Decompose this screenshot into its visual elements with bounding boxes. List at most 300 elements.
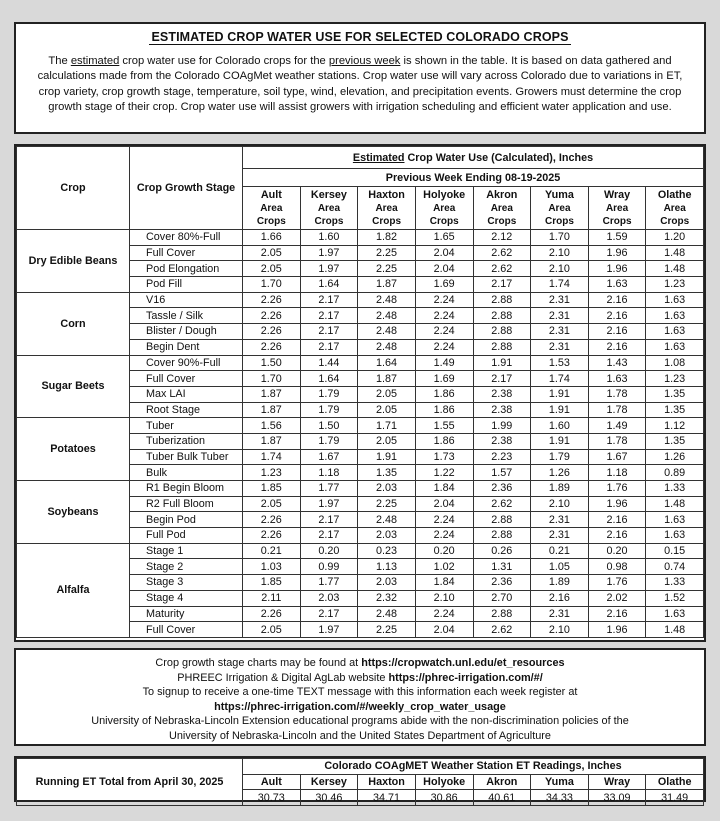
water-use-value: 1.56	[243, 418, 301, 434]
site-sublabel: Area	[490, 202, 513, 214]
site-sublabel: Crops	[487, 215, 517, 227]
water-use-value: 2.25	[358, 261, 416, 277]
water-use-value: 1.89	[531, 481, 589, 497]
water-use-value: 2.10	[531, 496, 589, 512]
water-use-value: 2.04	[415, 622, 473, 638]
water-use-value: 1.66	[243, 230, 301, 246]
water-use-value: 1.33	[646, 575, 704, 591]
growth-stage: Begin Dent	[130, 339, 243, 355]
et-site-name: Holyoke	[415, 774, 473, 790]
water-use-value: 2.38	[473, 433, 531, 449]
water-use-value: 2.88	[473, 308, 531, 324]
water-use-value: 1.79	[531, 449, 589, 465]
water-use-value: 2.10	[415, 590, 473, 606]
water-use-value: 1.59	[588, 230, 646, 246]
water-use-value: 1.79	[300, 433, 358, 449]
water-use-value: 1.79	[300, 402, 358, 418]
site-name: Akron	[486, 188, 518, 201]
water-use-value: 2.04	[415, 245, 473, 261]
site-header-yuma	[531, 187, 589, 230]
et-site-name: Haxton	[358, 774, 416, 790]
water-use-value: 2.17	[300, 292, 358, 308]
water-use-value: 1.97	[300, 622, 358, 638]
water-use-value: 1.91	[358, 449, 416, 465]
resources-text	[16, 650, 704, 743]
water-use-value: 1.23	[646, 277, 704, 293]
water-use-value: 2.10	[531, 245, 589, 261]
water-use-value: 1.55	[415, 418, 473, 434]
water-use-value: 1.85	[243, 575, 301, 591]
site-sublabel: Area	[663, 202, 686, 214]
water-use-value: 2.48	[358, 292, 416, 308]
site-name: Wray	[603, 188, 631, 201]
growth-stage: Tuber Bulk Tuber	[130, 449, 243, 465]
growth-stage: Stage 2	[130, 559, 243, 575]
water-use-value: 1.82	[358, 230, 416, 246]
water-use-value: 1.33	[646, 481, 704, 497]
water-use-value: 2.24	[415, 292, 473, 308]
water-use-value: 2.88	[473, 339, 531, 355]
water-use-value: 2.17	[473, 371, 531, 387]
water-use-value: 1.64	[300, 277, 358, 293]
et-site-name: Kersey	[300, 774, 358, 790]
water-use-value: 1.35	[646, 386, 704, 402]
water-use-value: 2.05	[358, 433, 416, 449]
water-use-value: 1.63	[588, 371, 646, 387]
crop-name: Dry Edible Beans	[17, 230, 130, 293]
water-use-value: 2.62	[473, 261, 531, 277]
water-use-value: 2.31	[531, 606, 589, 622]
cropwatch-link[interactable]: https://cropwatch.unl.edu/et_resources	[361, 657, 565, 669]
site-header-holyoke	[415, 187, 473, 230]
site-name: Haxton	[368, 188, 405, 201]
water-use-value: 0.21	[243, 543, 301, 559]
water-use-value: 1.26	[531, 465, 589, 481]
water-use-value: 2.88	[473, 324, 531, 340]
site-sublabel: Area	[548, 202, 571, 214]
et-total-value: 30.73	[243, 790, 301, 806]
water-use-value: 1.96	[588, 496, 646, 512]
crop-name: Sugar Beets	[17, 355, 130, 418]
table-row	[17, 230, 704, 246]
site-header-haxton	[358, 187, 416, 230]
water-use-value: 2.16	[588, 606, 646, 622]
et-totals-table	[16, 758, 704, 806]
water-use-value: 1.87	[358, 277, 416, 293]
water-use-value: 1.49	[588, 418, 646, 434]
water-use-value: 2.88	[473, 528, 531, 544]
water-use-value: 2.16	[588, 308, 646, 324]
et-site-name: Akron	[473, 774, 531, 790]
policy-text-1: University of Nebraska-Lincoln Extension educational programs abide with the non-discrimination policies of the	[91, 715, 629, 727]
growth-stage: Tuberization	[130, 433, 243, 449]
water-use-value: 1.60	[300, 230, 358, 246]
water-use-value: 2.48	[358, 308, 416, 324]
page-title: ESTIMATED CROP WATER USE FOR SELECTED COLORADO CROPS	[151, 30, 569, 44]
et-site-name: Wray	[588, 774, 646, 790]
water-use-value: 2.03	[358, 528, 416, 544]
et-total-value: 34.33	[531, 790, 589, 806]
crop-name: Soybeans	[17, 481, 130, 544]
signup-text: To signup to receive a one-time TEXT message with this information each week register at	[142, 686, 578, 698]
water-use-value: 1.73	[415, 449, 473, 465]
crop-name: Potatoes	[17, 418, 130, 481]
water-use-value: 1.63	[646, 339, 704, 355]
water-use-value: 0.98	[588, 559, 646, 575]
water-use-value: 2.31	[531, 528, 589, 544]
water-use-value: 1.44	[300, 355, 358, 371]
water-use-value: 1.60	[531, 418, 589, 434]
site-header-kersey	[300, 187, 358, 230]
water-use-value: 2.17	[300, 324, 358, 340]
phrec-link[interactable]: https://phrec-irrigation.com/#/	[388, 671, 543, 684]
water-use-value: 2.48	[358, 324, 416, 340]
water-use-value: 2.16	[588, 512, 646, 528]
water-use-value: 1.96	[588, 261, 646, 277]
water-use-value: 2.16	[588, 324, 646, 340]
site-sublabel: Crops	[314, 215, 344, 227]
water-use-value: 1.35	[646, 402, 704, 418]
water-use-value: 0.15	[646, 543, 704, 559]
water-use-value: 1.23	[243, 465, 301, 481]
water-use-value: 2.05	[358, 386, 416, 402]
growth-stage: Cover 90%-Full	[130, 355, 243, 371]
water-use-value: 1.08	[646, 355, 704, 371]
water-use-value: 1.97	[300, 261, 358, 277]
water-use-value: 2.25	[358, 245, 416, 261]
growth-stage: Bulk	[130, 465, 243, 481]
water-use-value: 1.20	[646, 230, 704, 246]
water-use-value: 2.04	[415, 261, 473, 277]
water-use-value: 1.63	[646, 528, 704, 544]
water-use-value: 1.18	[300, 465, 358, 481]
et-total-value: 40.61	[473, 790, 531, 806]
water-use-value: 1.97	[300, 496, 358, 512]
column-header-crop: Crop	[17, 147, 130, 230]
water-use-value: 0.99	[300, 559, 358, 575]
water-use-value: 1.63	[588, 277, 646, 293]
water-use-value: 2.03	[300, 590, 358, 606]
water-use-value: 1.78	[588, 402, 646, 418]
water-use-value: 1.86	[415, 402, 473, 418]
site-name: Holyoke	[423, 188, 466, 201]
water-use-value: 2.24	[415, 528, 473, 544]
water-use-value: 2.17	[300, 308, 358, 324]
water-use-value: 1.18	[588, 465, 646, 481]
water-use-value: 2.16	[531, 590, 589, 606]
water-use-value: 1.13	[358, 559, 416, 575]
water-use-value: 1.64	[300, 371, 358, 387]
water-use-value: 1.74	[531, 371, 589, 387]
water-use-value: 1.65	[415, 230, 473, 246]
et-total-value: 34.71	[358, 790, 416, 806]
water-use-value: 1.84	[415, 481, 473, 497]
growth-stage: Cover 80%-Full	[130, 230, 243, 246]
water-use-value: 2.62	[473, 622, 531, 638]
water-use-value: 1.96	[588, 622, 646, 638]
water-use-value: 1.91	[531, 433, 589, 449]
water-use-value: 1.63	[646, 292, 704, 308]
water-use-value: 1.63	[646, 324, 704, 340]
water-use-value: 1.71	[358, 418, 416, 434]
water-use-value: 1.05	[531, 559, 589, 575]
water-use-value: 2.03	[358, 575, 416, 591]
growth-stage: Root Stage	[130, 402, 243, 418]
water-use-value: 0.74	[646, 559, 704, 575]
et-heading: Colorado COAgMET Weather Station ET Readings, Inches	[243, 759, 704, 775]
water-use-value: 1.48	[646, 622, 704, 638]
water-use-value: 1.85	[243, 481, 301, 497]
water-use-value: 1.69	[415, 277, 473, 293]
water-use-value: 1.48	[646, 245, 704, 261]
water-use-value: 2.31	[531, 324, 589, 340]
water-use-value: 2.16	[588, 528, 646, 544]
crop-name: Alfalfa	[17, 543, 130, 637]
water-use-value: 1.49	[415, 355, 473, 371]
water-use-value: 1.69	[415, 371, 473, 387]
water-use-value: 1.64	[358, 355, 416, 371]
growth-stage: Max LAI	[130, 386, 243, 402]
water-use-value: 1.35	[358, 465, 416, 481]
water-use-value: 1.84	[415, 575, 473, 591]
table-row	[17, 292, 704, 308]
water-use-value: 2.24	[415, 512, 473, 528]
water-use-value: 1.99	[473, 418, 531, 434]
water-use-value: 2.17	[300, 339, 358, 355]
growth-stage: Full Pod	[130, 528, 243, 544]
water-use-value: 2.25	[358, 496, 416, 512]
water-use-value: 1.74	[531, 277, 589, 293]
site-sublabel: Crops	[372, 215, 402, 227]
water-use-value: 2.05	[243, 245, 301, 261]
water-use-value: 1.23	[646, 371, 704, 387]
water-use-value: 2.25	[358, 622, 416, 638]
water-use-value: 2.17	[300, 528, 358, 544]
water-use-value: 2.31	[531, 292, 589, 308]
water-use-value: 0.20	[588, 543, 646, 559]
water-use-value: 1.63	[646, 512, 704, 528]
water-use-value: 1.26	[646, 449, 704, 465]
table-row	[17, 543, 704, 559]
site-sublabel: Crops	[429, 215, 459, 227]
crop-water-table-panel	[14, 144, 706, 642]
water-use-value: 1.31	[473, 559, 531, 575]
water-use-value: 1.96	[588, 245, 646, 261]
site-sublabel: Area	[375, 202, 398, 214]
growth-stage: Tuber	[130, 418, 243, 434]
site-sublabel: Area	[317, 202, 341, 214]
water-use-value: 1.79	[300, 386, 358, 402]
et-site-name: Yuma	[531, 774, 589, 790]
column-header-stage: Crop Growth Stage	[130, 147, 243, 230]
resource-line-2: PHREEC Irrigation & Digital AgLab website https://phrec-irrigation.com/#/	[177, 671, 543, 684]
policy-text-2: University of Nebraska-Lincoln and the United States Department of Agriculture	[169, 729, 551, 742]
water-use-value: 2.10	[531, 622, 589, 638]
growth-stage: R1 Begin Bloom	[130, 481, 243, 497]
growth-stage: Pod Elongation	[130, 261, 243, 277]
water-use-value: 1.48	[646, 496, 704, 512]
water-use-value: 2.26	[243, 324, 301, 340]
intro-paragraph: The estimated crop water use for Colorado crops for the previous week is shown in the table. It is based on data gathered and calculations made from the Colorado COAgMet weather stations. Crop water use will vary across Colorado due to variations in ET, crop variety, crop growth stage, temperature, soil type, wind, elevation, and precipitation events. Growers must determine the crop growth stage of their crop. Crop water use will assist growers with irrigation scheduling and efficient water application and use.	[37, 55, 683, 114]
water-use-value: 2.17	[473, 277, 531, 293]
resource-line-1: Crop growth stage charts may be found at https://cropwatch.unl.edu/et_resources	[155, 657, 565, 669]
water-use-value: 1.77	[300, 575, 358, 591]
growth-stage: Begin Pod	[130, 512, 243, 528]
site-header-ault	[243, 187, 301, 230]
water-use-value: 2.88	[473, 606, 531, 622]
water-use-value: 2.26	[243, 339, 301, 355]
table-row	[17, 418, 704, 434]
water-use-value: 2.16	[588, 339, 646, 355]
et-site-name: Ault	[243, 774, 301, 790]
water-use-value: 2.23	[473, 449, 531, 465]
water-use-value: 1.89	[531, 575, 589, 591]
water-use-value: 2.36	[473, 575, 531, 591]
water-use-value: 1.91	[531, 402, 589, 418]
water-use-value: 1.57	[473, 465, 531, 481]
site-name: Yuma	[545, 188, 574, 201]
water-use-value: 2.36	[473, 481, 531, 497]
water-use-value: 1.70	[243, 277, 301, 293]
water-use-value: 2.05	[358, 402, 416, 418]
crop-water-table	[16, 146, 704, 638]
water-use-value: 1.78	[588, 386, 646, 402]
growth-stage: Full Cover	[130, 622, 243, 638]
water-use-value: 2.04	[415, 496, 473, 512]
water-use-value: 2.48	[358, 606, 416, 622]
water-use-value: 2.26	[243, 528, 301, 544]
signup-link[interactable]: https://phrec-irrigation.com/#/weekly_crop_water_usage	[214, 700, 506, 713]
growth-stage: Blister / Dough	[130, 324, 243, 340]
water-use-value: 1.03	[243, 559, 301, 575]
water-use-value: 1.52	[646, 590, 704, 606]
water-use-value: 2.24	[415, 308, 473, 324]
site-name: Kersey	[310, 188, 347, 201]
water-use-value: 1.91	[473, 355, 531, 371]
water-use-value: 2.88	[473, 292, 531, 308]
growth-stage: Stage 3	[130, 575, 243, 591]
water-use-value: 1.63	[646, 308, 704, 324]
site-sublabel: Area	[433, 202, 456, 214]
week-ending-label: Previous Week Ending 08-19-2025	[243, 169, 704, 187]
water-use-value: 0.89	[646, 465, 704, 481]
water-use-value: 2.26	[243, 512, 301, 528]
water-use-value: 1.63	[646, 606, 704, 622]
water-use-value: 1.87	[243, 386, 301, 402]
water-use-value: 2.02	[588, 590, 646, 606]
site-name: Olathe	[657, 188, 692, 201]
site-sublabel: Crops	[544, 215, 574, 227]
water-use-value: 1.86	[415, 433, 473, 449]
water-use-value: 0.26	[473, 543, 531, 559]
water-use-value: 2.24	[415, 339, 473, 355]
resources-panel	[14, 648, 706, 746]
et-total-value: 33.09	[588, 790, 646, 806]
water-use-value: 1.87	[243, 402, 301, 418]
water-use-value: 1.43	[588, 355, 646, 371]
water-use-value: 1.35	[646, 433, 704, 449]
growth-stage: R2 Full Bloom	[130, 496, 243, 512]
water-use-value: 1.87	[358, 371, 416, 387]
table-row	[17, 355, 704, 371]
water-use-value: 1.76	[588, 481, 646, 497]
growth-stage: Pod Fill	[130, 277, 243, 293]
water-use-value: 1.77	[300, 481, 358, 497]
water-use-value: 2.05	[243, 261, 301, 277]
site-name: Ault	[260, 188, 282, 201]
water-use-value: 1.70	[243, 371, 301, 387]
water-use-value: 2.70	[473, 590, 531, 606]
growth-stage: Stage 4	[130, 590, 243, 606]
water-use-value: 1.02	[415, 559, 473, 575]
table-heading: Estimated Crop Water Use (Calculated), Inches	[243, 147, 704, 169]
growth-stage: Stage 1	[130, 543, 243, 559]
water-use-value: 2.12	[473, 230, 531, 246]
water-use-value: 2.62	[473, 245, 531, 261]
water-use-value: 2.31	[531, 308, 589, 324]
site-sublabel: Crops	[256, 215, 286, 227]
water-use-value: 2.10	[531, 261, 589, 277]
et-running-label: Running ET Total from April 30, 2025	[17, 759, 243, 806]
site-header-olathe	[646, 187, 704, 230]
growth-stage: Full Cover	[130, 245, 243, 261]
water-use-value: 1.67	[300, 449, 358, 465]
site-header-wray	[588, 187, 646, 230]
water-use-value: 1.86	[415, 386, 473, 402]
water-use-value: 1.91	[531, 386, 589, 402]
water-use-value: 2.48	[358, 512, 416, 528]
water-use-value: 2.48	[358, 339, 416, 355]
growth-stage: V16	[130, 292, 243, 308]
water-use-value: 1.97	[300, 245, 358, 261]
water-use-value: 1.78	[588, 433, 646, 449]
water-use-value: 1.70	[531, 230, 589, 246]
water-use-value: 2.32	[358, 590, 416, 606]
water-use-value: 1.74	[243, 449, 301, 465]
water-use-value: 2.05	[243, 496, 301, 512]
water-use-value: 2.31	[531, 512, 589, 528]
water-use-value: 1.53	[531, 355, 589, 371]
water-use-value: 2.16	[588, 292, 646, 308]
site-sublabel: Crops	[660, 215, 690, 227]
water-use-value: 2.62	[473, 496, 531, 512]
site-sublabel: Crops	[602, 215, 632, 227]
water-use-value: 2.17	[300, 512, 358, 528]
crop-name: Corn	[17, 292, 130, 355]
et-total-value: 30.46	[300, 790, 358, 806]
water-use-value: 0.23	[358, 543, 416, 559]
et-total-value: 30.86	[415, 790, 473, 806]
water-use-value: 2.17	[300, 606, 358, 622]
site-header-akron	[473, 187, 531, 230]
water-use-value: 1.48	[646, 261, 704, 277]
water-use-value: 1.12	[646, 418, 704, 434]
water-use-value: 1.87	[243, 433, 301, 449]
water-use-value: 0.20	[300, 543, 358, 559]
growth-stage: Full Cover	[130, 371, 243, 387]
table-body	[17, 230, 704, 638]
water-use-value: 2.88	[473, 512, 531, 528]
water-use-value: 2.31	[531, 339, 589, 355]
water-use-value: 2.26	[243, 606, 301, 622]
water-use-value: 2.38	[473, 386, 531, 402]
water-use-value: 2.24	[415, 324, 473, 340]
water-use-value: 2.38	[473, 402, 531, 418]
growth-stage: Tassle / Silk	[130, 308, 243, 324]
water-use-value: 2.26	[243, 308, 301, 324]
water-use-value: 0.21	[531, 543, 589, 559]
water-use-value: 1.50	[300, 418, 358, 434]
